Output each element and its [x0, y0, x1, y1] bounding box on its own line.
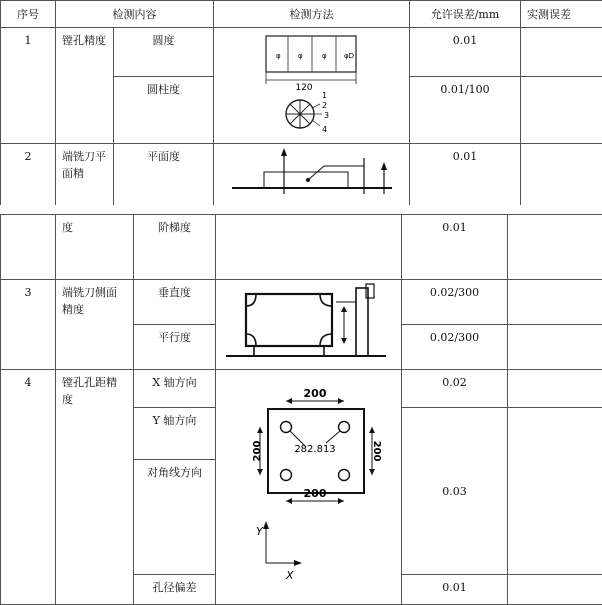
- row-item: 平面度: [114, 144, 214, 208]
- row-tolerance: 0.01: [410, 28, 521, 77]
- svg-text:3: 3: [324, 111, 330, 120]
- row-item: 对角线方向: [134, 460, 216, 575]
- row-group: 度: [56, 215, 134, 280]
- page-break-gap: [0, 205, 602, 214]
- svg-text:200: 200: [371, 440, 382, 461]
- row-group: 镗孔孔距精度: [56, 370, 134, 605]
- row-measured: [508, 370, 602, 408]
- row-tolerance: 0.01: [410, 144, 521, 208]
- svg-text:4: 4: [322, 125, 328, 134]
- row-measured: [521, 77, 602, 144]
- row-item: 垂直度: [134, 280, 216, 325]
- svg-text:Y: Y: [256, 524, 263, 538]
- squareness-measure-diagram: [216, 280, 402, 364]
- row-tolerance: 0.02/300: [402, 325, 508, 370]
- svg-text:200: 200: [252, 440, 263, 461]
- figure-flatness: [214, 144, 410, 208]
- row-group: 端铣刀平面精: [56, 144, 114, 208]
- row-tolerance: 0.02: [402, 370, 508, 408]
- row-item: 阶梯度: [134, 215, 216, 280]
- figure-cylinder: [214, 28, 410, 144]
- row-tolerance: 0.01: [402, 215, 508, 280]
- row-measured: [508, 325, 602, 370]
- row-measured: [508, 215, 602, 280]
- header-measured: 实测误差: [521, 1, 602, 28]
- row-item: 圆柱度: [114, 77, 214, 144]
- row-group: 端铣刀侧面精度: [56, 280, 134, 370]
- inspection-table-top: [0, 0, 602, 208]
- header-no: 序号: [1, 1, 56, 28]
- svg-text:X: X: [286, 568, 294, 582]
- hole-spacing-diagram: [216, 385, 402, 585]
- header-tolerance: 允许误差/mm: [410, 1, 521, 28]
- figure-squareness: [216, 280, 402, 370]
- row-no: 3: [1, 280, 56, 370]
- header-item: 检测内容: [56, 1, 214, 28]
- flatness-measure-diagram: [214, 144, 410, 202]
- svg-text:φD: φD: [344, 52, 355, 60]
- row-measured: [521, 144, 602, 208]
- row-measured: [521, 28, 602, 77]
- row-tolerance: 0.02/300: [402, 280, 508, 325]
- svg-text:120: 120: [295, 83, 313, 93]
- figure-hole-spacing: [216, 370, 402, 605]
- svg-text:1: 1: [322, 91, 328, 100]
- row-item: 平行度: [134, 325, 216, 370]
- row-no: 4: [1, 370, 56, 605]
- row-tolerance: 0.01/100: [410, 77, 521, 144]
- svg-text:φ: φ: [298, 52, 303, 60]
- row-no: 2: [1, 144, 56, 208]
- row-item: Y 轴方向: [134, 408, 216, 460]
- row-group: 镗孔精度: [56, 28, 114, 144]
- row-method: [216, 215, 402, 280]
- row-no: 1: [1, 28, 56, 144]
- svg-text:200: 200: [303, 386, 327, 400]
- row-item: 圆度: [114, 28, 214, 77]
- inspection-table-bottom: [0, 214, 602, 605]
- svg-text:200: 200: [303, 486, 327, 500]
- row-measured: [508, 408, 602, 575]
- row-item: 孔径偏差: [134, 575, 216, 605]
- svg-text:φ: φ: [276, 52, 281, 60]
- svg-text:φ: φ: [322, 52, 327, 60]
- row-tolerance: 0.01: [402, 575, 508, 605]
- row-tolerance: 0.03: [402, 408, 508, 575]
- row-item: X 轴方向: [134, 370, 216, 408]
- row-measured: [508, 575, 602, 605]
- row-measured: [508, 280, 602, 325]
- cylinder-measure-diagram: [214, 28, 410, 138]
- header-method: 检测方法: [214, 1, 410, 28]
- row-no: [1, 215, 56, 280]
- svg-text:282.813: 282.813: [294, 443, 336, 455]
- svg-text:2: 2: [322, 101, 328, 110]
